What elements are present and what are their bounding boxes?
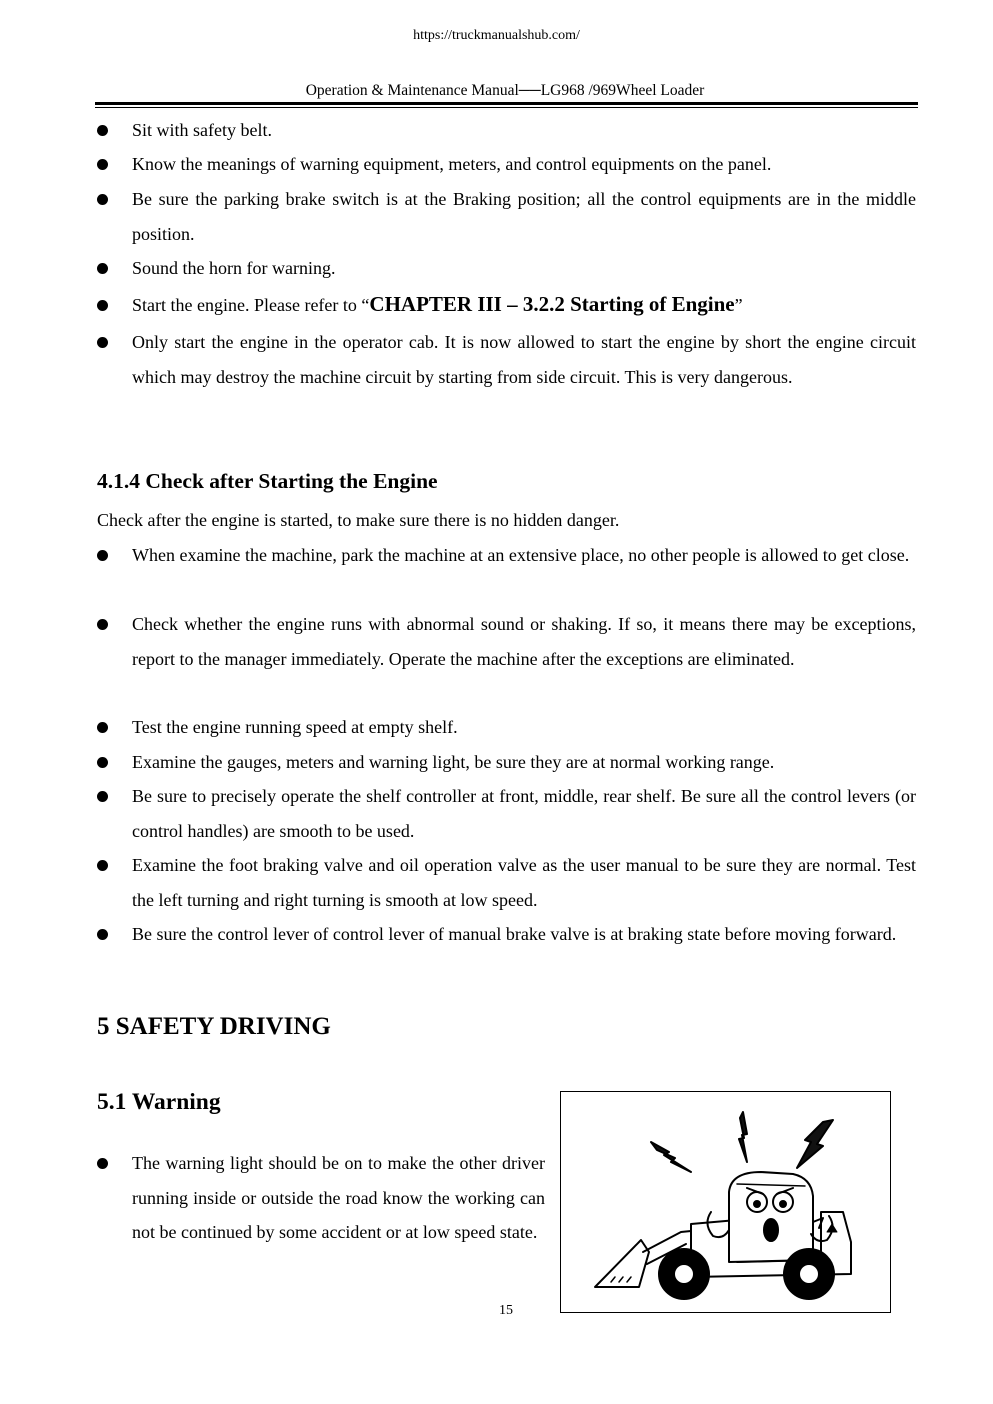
list-item: Test the engine running speed at empty shelf. [132,717,458,737]
bullet-icon [97,757,108,768]
bullet-icon [97,263,108,274]
item-text: ” [734,295,743,315]
bullet-icon [97,194,108,205]
list-item: Be sure the parking brake switch is at the Braking position; all the control equipments are in the middle position. [132,189,916,244]
page-number: 15 [499,1303,513,1318]
list-item: The warning light should be on to make the other driver running inside or outside the road know the working can not be continued by some accident or at low speed state. [132,1153,545,1242]
header-rule-thick [95,102,918,105]
sub-heading: 5.1 Warning [97,1089,221,1115]
list-item: Sit with safety belt. [132,120,272,140]
bullet-icon [97,125,108,136]
bullet-icon [97,1158,108,1169]
list-item: Be sure to precisely operate the shelf controller at front, middle, rear shelf. Be sure all the control levers (or control handles) are smooth to be used. [132,786,916,841]
bullet-icon [97,860,108,871]
section-heading: 4.1.4 Check after Starting the Engine [97,469,438,493]
item-text: Start the engine. Please refer to “ [132,295,370,315]
list-item: When examine the machine, park the machine at an extensive place, no other people is allowed to get close. [132,545,910,565]
bullet-icon [97,550,108,561]
chapter-reference: CHAPTER III – 3.2.2 Starting of Engine [369,292,735,316]
list-item: Examine the foot braking valve and oil operation valve as the user manual to be sure they are normal. Test the left turning and right turning is smooth at low speed. [132,855,916,910]
warning-figure [560,1091,891,1313]
list-item [132,287,916,323]
header-rule-thin [95,107,918,108]
list-item: Know the meanings of warning equipment, meters, and control equipments on the panel. [132,154,772,174]
bullet-icon [97,300,108,311]
section-intro: Check after the engine is started, to make sure there is no hidden danger. [97,510,620,530]
bullet-icon [97,791,108,802]
bullet-icon [97,337,108,348]
chapter-heading: 5 SAFETY DRIVING [97,1013,331,1040]
scared-wheel-loader-illustration-icon [561,1092,889,1311]
header-url: https://truckmanualshub.com/ [413,28,580,43]
list-item: Sound the horn for warning. [132,258,336,278]
bullet-icon [97,722,108,733]
list-item: Be sure the control lever of control lever of manual brake valve is at braking state before moving forward. [132,924,897,944]
bullet-icon [97,159,108,170]
list-item: Examine the gauges, meters and warning light, be sure they are at normal working range. [132,752,775,772]
header-title: Operation & Maintenance Manual──LG968 /969Wheel Loader [305,82,705,99]
list-item: Only start the engine in the operator cab. It is now allowed to start the engine by short the engine circuit which may destroy the machine circuit by starting from side circuit. This is very dangerous. [132,332,916,387]
bullet-icon [97,619,108,630]
list-item: Check whether the engine runs with abnormal sound or shaking. If so, it means there may be exceptions, report to the manager immediately. Operate the machine after the exceptions are eliminated. [132,614,916,669]
bullet-icon [97,929,108,940]
